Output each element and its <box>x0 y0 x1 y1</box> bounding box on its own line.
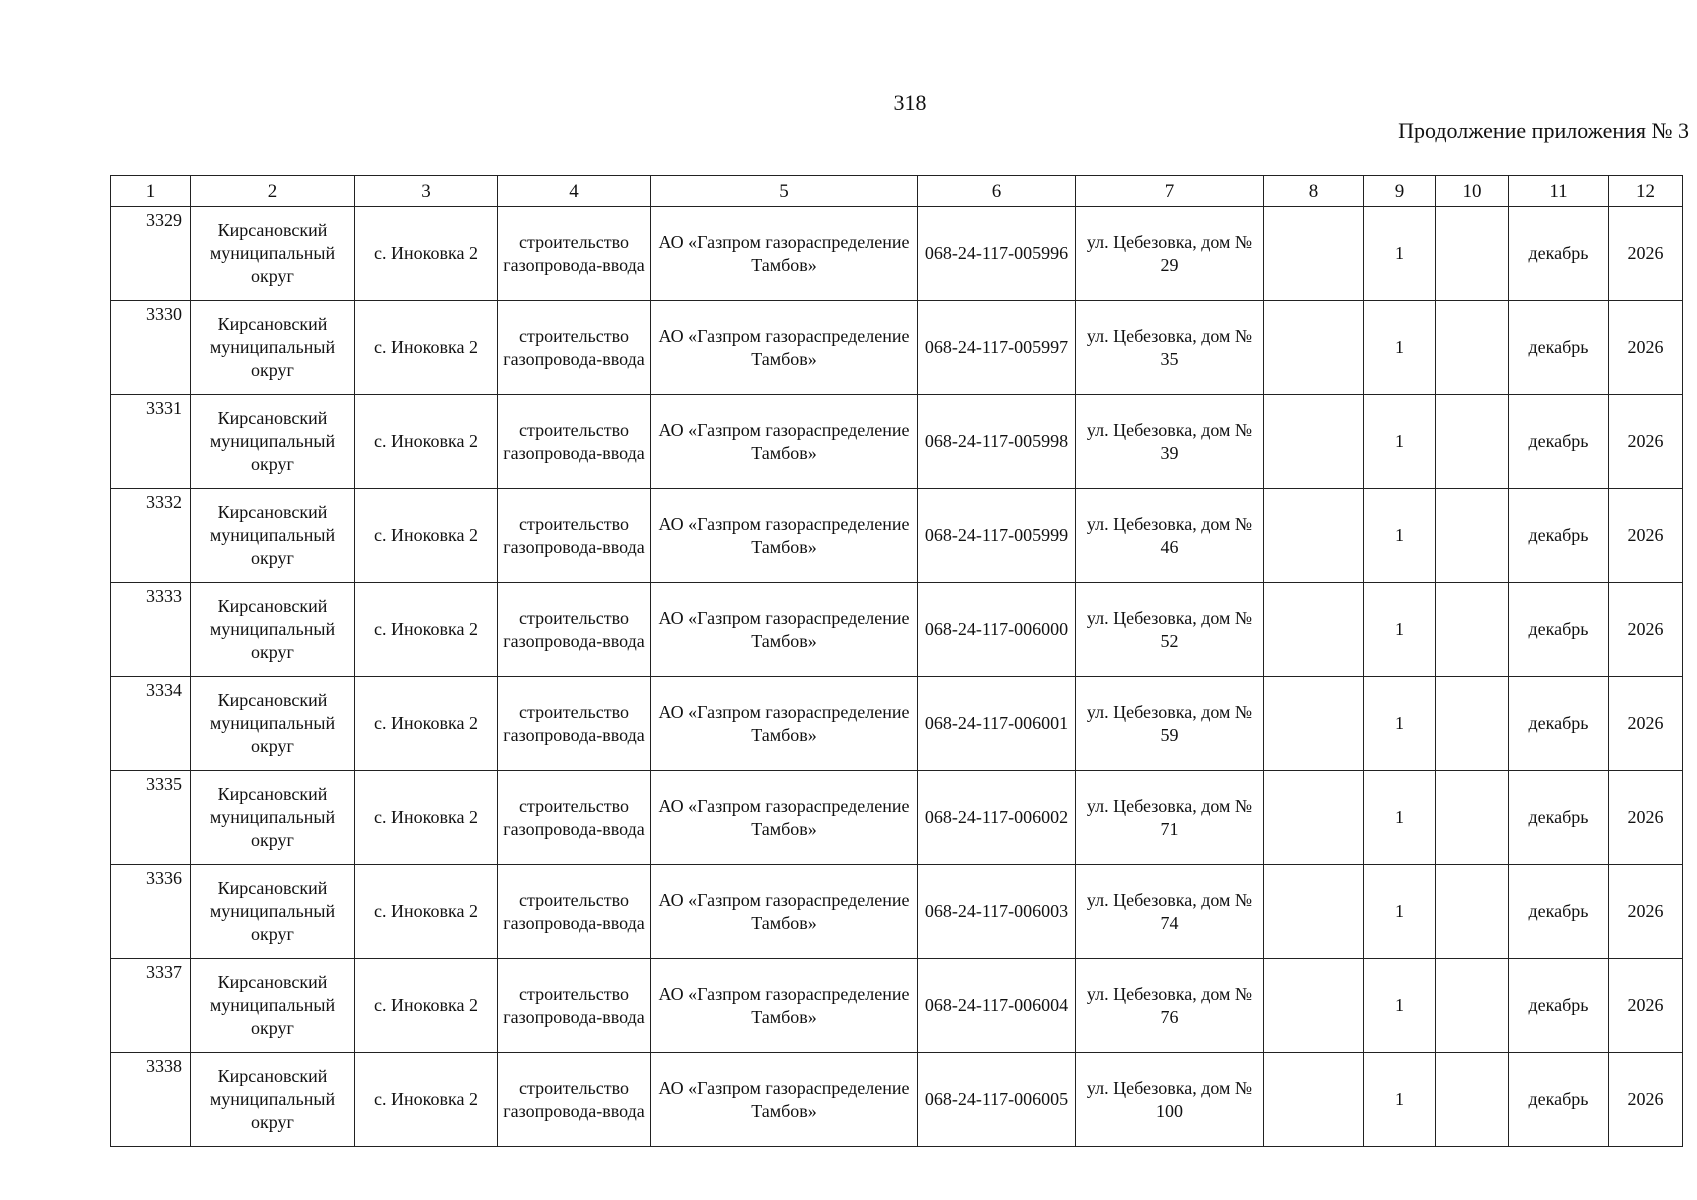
cell-settlement: с. Иноковка 2 <box>355 489 498 583</box>
cell-municipality: Кирсановский муниципальный округ <box>191 395 355 489</box>
table-row <box>111 771 1683 865</box>
cell-address: ул. Цебезовка, дом № 74 <box>1076 865 1264 959</box>
column-header-6: 6 <box>918 176 1076 207</box>
cell-year: 2026 <box>1609 865 1683 959</box>
cell-settlement: с. Иноковка 2 <box>355 771 498 865</box>
cell-work-type: строительство газопровода-ввода <box>498 865 651 959</box>
cell-municipality: Кирсановский муниципальный округ <box>191 301 355 395</box>
cell-municipality: Кирсановский муниципальный округ <box>191 583 355 677</box>
cell-organization: АО «Газпром газораспределение Тамбов» <box>651 677 918 771</box>
cell-col-10 <box>1436 959 1509 1053</box>
cell-col-8 <box>1264 865 1364 959</box>
cell-row-number: 3335 <box>111 771 191 865</box>
cell-organization: АО «Газпром газораспределение Тамбов» <box>651 395 918 489</box>
cell-municipality: Кирсановский муниципальный округ <box>191 865 355 959</box>
table-row <box>111 207 1683 301</box>
cell-registry-code: 068-24-117-006001 <box>918 677 1076 771</box>
column-header-1: 1 <box>111 176 191 207</box>
cell-col-10 <box>1436 395 1509 489</box>
cell-address: ул. Цебезовка, дом № 100 <box>1076 1053 1264 1147</box>
cell-year: 2026 <box>1609 959 1683 1053</box>
cell-work-type: строительство газопровода-ввода <box>498 489 651 583</box>
cell-quantity: 1 <box>1364 1053 1436 1147</box>
cell-registry-code: 068-24-117-005998 <box>918 395 1076 489</box>
cell-address: ул. Цебезовка, дом № 46 <box>1076 489 1264 583</box>
column-header-10: 10 <box>1436 176 1509 207</box>
cell-col-8 <box>1264 395 1364 489</box>
cell-registry-code: 068-24-117-006005 <box>918 1053 1076 1147</box>
cell-month: декабрь <box>1509 395 1609 489</box>
cell-municipality: Кирсановский муниципальный округ <box>191 207 355 301</box>
cell-address: ул. Цебезовка, дом № 71 <box>1076 771 1264 865</box>
cell-municipality: Кирсановский муниципальный округ <box>191 959 355 1053</box>
cell-col-10 <box>1436 583 1509 677</box>
table-row <box>111 959 1683 1053</box>
cell-address: ул. Цебезовка, дом № 52 <box>1076 583 1264 677</box>
cell-quantity: 1 <box>1364 677 1436 771</box>
cell-col-10 <box>1436 301 1509 395</box>
cell-year: 2026 <box>1609 489 1683 583</box>
cell-organization: АО «Газпром газораспределение Тамбов» <box>651 771 918 865</box>
cell-quantity: 1 <box>1364 865 1436 959</box>
cell-settlement: с. Иноковка 2 <box>355 959 498 1053</box>
cell-month: декабрь <box>1509 207 1609 301</box>
header-row <box>111 176 1683 207</box>
cell-year: 2026 <box>1609 301 1683 395</box>
cell-col-10 <box>1436 771 1509 865</box>
cell-col-10 <box>1436 489 1509 583</box>
page-number: 318 <box>893 90 927 115</box>
cell-month: декабрь <box>1509 489 1609 583</box>
cell-registry-code: 068-24-117-006002 <box>918 771 1076 865</box>
cell-municipality: Кирсановский муниципальный округ <box>191 1053 355 1147</box>
table-row <box>111 1053 1683 1147</box>
cell-row-number: 3336 <box>111 865 191 959</box>
cell-month: декабрь <box>1509 583 1609 677</box>
cell-municipality: Кирсановский муниципальный округ <box>191 771 355 865</box>
cell-year: 2026 <box>1609 771 1683 865</box>
cell-col-8 <box>1264 771 1364 865</box>
cell-row-number: 3337 <box>111 959 191 1053</box>
cell-col-8 <box>1264 583 1364 677</box>
cell-work-type: строительство газопровода-ввода <box>498 207 651 301</box>
cell-col-10 <box>1436 207 1509 301</box>
cell-work-type: строительство газопровода-ввода <box>498 1053 651 1147</box>
cell-quantity: 1 <box>1364 959 1436 1053</box>
cell-year: 2026 <box>1609 395 1683 489</box>
cell-col-10 <box>1436 677 1509 771</box>
cell-settlement: с. Иноковка 2 <box>355 207 498 301</box>
cell-organization: АО «Газпром газораспределение Тамбов» <box>651 489 918 583</box>
cell-row-number: 3331 <box>111 395 191 489</box>
cell-col-10 <box>1436 1053 1509 1147</box>
cell-month: декабрь <box>1509 301 1609 395</box>
table-row <box>111 395 1683 489</box>
cell-municipality: Кирсановский муниципальный округ <box>191 489 355 583</box>
cell-organization: АО «Газпром газораспределение Тамбов» <box>651 865 918 959</box>
cell-organization: АО «Газпром газораспределение Тамбов» <box>651 583 918 677</box>
cell-month: декабрь <box>1509 959 1609 1053</box>
column-header-7: 7 <box>1076 176 1264 207</box>
cell-col-10 <box>1436 865 1509 959</box>
cell-address: ул. Цебезовка, дом № 35 <box>1076 301 1264 395</box>
cell-quantity: 1 <box>1364 583 1436 677</box>
column-header-5: 5 <box>651 176 918 207</box>
cell-year: 2026 <box>1609 583 1683 677</box>
column-header-11: 11 <box>1509 176 1609 207</box>
table-row <box>111 301 1683 395</box>
cell-row-number: 3329 <box>111 207 191 301</box>
cell-year: 2026 <box>1609 1053 1683 1147</box>
cell-settlement: с. Иноковка 2 <box>355 301 498 395</box>
cell-month: декабрь <box>1509 1053 1609 1147</box>
cell-registry-code: 068-24-117-005999 <box>918 489 1076 583</box>
cell-month: декабрь <box>1509 771 1609 865</box>
table-body <box>111 207 1683 1147</box>
cell-organization: АО «Газпром газораспределение Тамбов» <box>651 1053 918 1147</box>
cell-month: декабрь <box>1509 677 1609 771</box>
cell-registry-code: 068-24-117-006004 <box>918 959 1076 1053</box>
cell-work-type: строительство газопровода-ввода <box>498 677 651 771</box>
cell-address: ул. Цебезовка, дом № 29 <box>1076 207 1264 301</box>
column-header-4: 4 <box>498 176 651 207</box>
cell-year: 2026 <box>1609 207 1683 301</box>
table-header <box>111 176 1683 207</box>
cell-quantity: 1 <box>1364 207 1436 301</box>
cell-quantity: 1 <box>1364 301 1436 395</box>
cell-registry-code: 068-24-117-005996 <box>918 207 1076 301</box>
cell-month: декабрь <box>1509 865 1609 959</box>
cell-year: 2026 <box>1609 677 1683 771</box>
cell-work-type: строительство газопровода-ввода <box>498 959 651 1053</box>
cell-row-number: 3333 <box>111 583 191 677</box>
column-header-9: 9 <box>1364 176 1436 207</box>
cell-col-8 <box>1264 1053 1364 1147</box>
cell-col-8 <box>1264 207 1364 301</box>
cell-col-8 <box>1264 677 1364 771</box>
cell-municipality: Кирсановский муниципальный округ <box>191 677 355 771</box>
column-header-12: 12 <box>1609 176 1683 207</box>
table-row <box>111 677 1683 771</box>
cell-work-type: строительство газопровода-ввода <box>498 395 651 489</box>
cell-col-8 <box>1264 301 1364 395</box>
cell-col-8 <box>1264 959 1364 1053</box>
cell-registry-code: 068-24-117-005997 <box>918 301 1076 395</box>
column-header-3: 3 <box>355 176 498 207</box>
cell-organization: АО «Газпром газораспределение Тамбов» <box>651 207 918 301</box>
cell-col-8 <box>1264 489 1364 583</box>
cell-quantity: 1 <box>1364 771 1436 865</box>
appendix-note: Продолжение приложения № 3 <box>1398 118 1689 143</box>
cell-row-number: 3332 <box>111 489 191 583</box>
column-header-2: 2 <box>191 176 355 207</box>
cell-settlement: с. Иноковка 2 <box>355 583 498 677</box>
cell-row-number: 3338 <box>111 1053 191 1147</box>
cell-address: ул. Цебезовка, дом № 76 <box>1076 959 1264 1053</box>
cell-row-number: 3330 <box>111 301 191 395</box>
cell-settlement: с. Иноковка 2 <box>355 395 498 489</box>
cell-organization: АО «Газпром газораспределение Тамбов» <box>651 301 918 395</box>
cell-quantity: 1 <box>1364 395 1436 489</box>
cell-settlement: с. Иноковка 2 <box>355 677 498 771</box>
column-header-8: 8 <box>1264 176 1364 207</box>
cell-address: ул. Цебезовка, дом № 39 <box>1076 395 1264 489</box>
cell-address: ул. Цебезовка, дом № 59 <box>1076 677 1264 771</box>
table-row <box>111 583 1683 677</box>
cell-work-type: строительство газопровода-ввода <box>498 301 651 395</box>
cell-registry-code: 068-24-117-006000 <box>918 583 1076 677</box>
table-row <box>111 489 1683 583</box>
cell-work-type: строительство газопровода-ввода <box>498 771 651 865</box>
cell-row-number: 3334 <box>111 677 191 771</box>
table-row <box>111 865 1683 959</box>
cell-settlement: с. Иноковка 2 <box>355 865 498 959</box>
cell-organization: АО «Газпром газораспределение Тамбов» <box>651 959 918 1053</box>
cell-quantity: 1 <box>1364 489 1436 583</box>
cell-settlement: с. Иноковка 2 <box>355 1053 498 1147</box>
registry-table <box>110 175 1683 1147</box>
cell-work-type: строительство газопровода-ввода <box>498 583 651 677</box>
cell-registry-code: 068-24-117-006003 <box>918 865 1076 959</box>
